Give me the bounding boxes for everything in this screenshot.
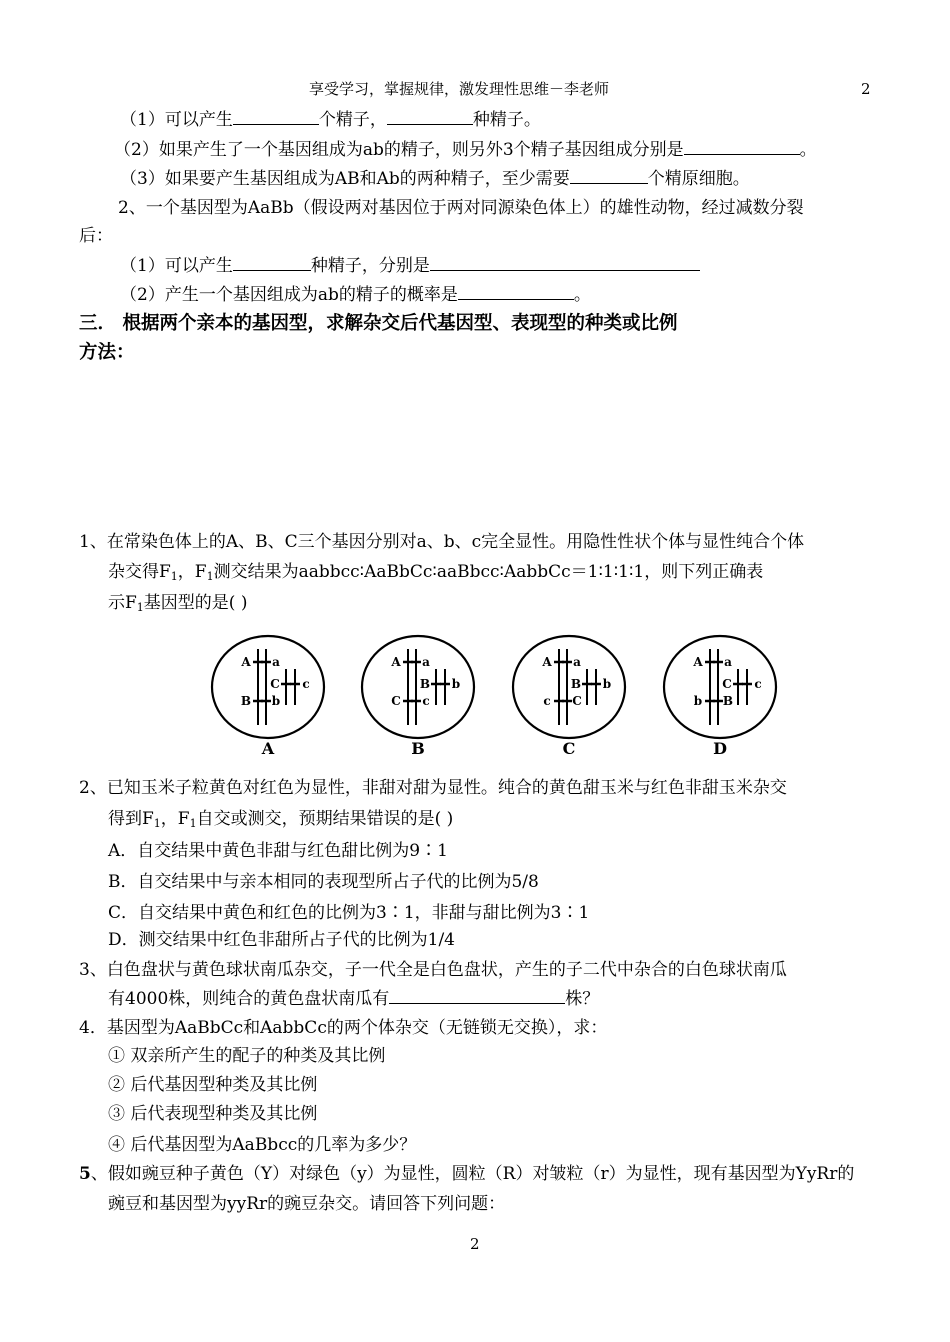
q1-line3: 示$F_1$基因型的是( ) bbox=[108, 593, 248, 614]
gene-label: B bbox=[419, 677, 431, 691]
q4-item: ② 后代基因型种类及其比例 bbox=[108, 1075, 318, 1095]
gene-label: C bbox=[270, 677, 280, 691]
q1-line1: 1、在常染色体上的A、B、C三个基因分别对a、b、c完全显性。用隐性性状个体与显性纯合个体 bbox=[79, 532, 805, 552]
q4-item: ③ 后代表现型种类及其比例 bbox=[108, 1104, 318, 1124]
section-title: 三． 根据两个亲本的基因型，求解杂交后代基因型、表现型的种类或比例 bbox=[79, 313, 678, 334]
q4-item: ① 双亲所产生的配子的种类及其比例 bbox=[108, 1046, 386, 1066]
q5-line1: 5、假如豌豆种子黄色（Y）对绿色（y）为显性，圆粒（R）对皱粒（r）为显性，现有基因型为YyRr的 bbox=[79, 1164, 855, 1184]
top-q2-line: （2）如果产生了一个基因组成为ab的精子，则另外3个精子基因组成分别是 。 bbox=[114, 140, 817, 160]
gene-label: B bbox=[570, 677, 582, 691]
chromosome-figures bbox=[0, 625, 950, 765]
gene-label: a bbox=[724, 655, 732, 669]
q2b-option: D．测交结果中红色非甜所占子代的比例为1/4 bbox=[108, 930, 455, 950]
answer-blank[interactable] bbox=[570, 167, 648, 184]
figure-label: C bbox=[562, 739, 576, 758]
gene-label: b bbox=[602, 677, 612, 691]
gene-label: C bbox=[391, 694, 401, 708]
answer-blank[interactable] bbox=[387, 108, 473, 125]
gene-label: b bbox=[271, 694, 281, 708]
q5-line2: 豌豆和基因型为yyRr的豌豆杂交。请回答下列问题： bbox=[108, 1194, 506, 1214]
gene-label: c bbox=[543, 694, 551, 708]
gene-label: c bbox=[422, 694, 430, 708]
header-title: 享受学习，掌握规律，激发理性思维－李老师 bbox=[309, 80, 610, 98]
answer-blank[interactable] bbox=[430, 254, 700, 271]
gene-label: A bbox=[241, 655, 251, 669]
q2-stem-line1: 2、一个基因型为AaBb（假设两对基因位于两对同源染色体上）的雄性动物，经过减数分裂 bbox=[118, 198, 804, 218]
q2-sub1-line: （1）可以产生 种精子，分别是 bbox=[120, 254, 700, 277]
q4-item: ④ 后代基因型为AaBbcc的几率为多少？ bbox=[108, 1135, 417, 1155]
gene-label: a bbox=[573, 655, 581, 669]
q1-line2: 杂交得$F_1$，$F_1$测交结果为aabbcc∶AaBbCc∶aaBbcc∶AabbCc＝1∶1∶1∶1，则下列正确表 bbox=[108, 562, 764, 583]
q2b-option: B．自交结果中与亲本相同的表现型所占子代的比例为5/8 bbox=[108, 872, 539, 892]
gene-label: B bbox=[240, 694, 252, 708]
q2b-option: C．自交结果中黄色和红色的比例为3∶1，非甜与甜比例为3∶1 bbox=[108, 903, 590, 923]
q3-line1: 3、白色盘状与黄色球状南瓜杂交，子一代全是白色盘状，产生的子二代中杂合的白色球状南瓜 bbox=[79, 960, 787, 980]
gene-label: c bbox=[754, 677, 762, 691]
q2b-option: A．自交结果中黄色非甜与红色甜比例为9∶1 bbox=[108, 841, 448, 861]
q2-sub2-line: （2）产生一个基因组成为ab的精子的概率是 。 bbox=[120, 285, 591, 305]
gene-label: A bbox=[542, 655, 552, 669]
header-page-number: 2 bbox=[861, 80, 871, 98]
figure-label: B bbox=[411, 739, 425, 758]
gene-label: B bbox=[722, 694, 734, 708]
gene-label: b bbox=[451, 677, 461, 691]
q2-stem-line2: 后： bbox=[79, 226, 113, 246]
gene-label: C bbox=[722, 677, 732, 691]
q3-line2: 有4000株，则纯合的黄色盘状南瓜有 株？ bbox=[108, 989, 600, 1009]
gene-label: a bbox=[272, 655, 280, 669]
gene-label: A bbox=[391, 655, 401, 669]
gene-label: a bbox=[422, 655, 430, 669]
q2b-line2: 得到$F_1$，$F_1$自交或测交，预期结果错误的是( ) bbox=[108, 809, 454, 830]
q4-line1: 4．基因型为AaBbCc和AabbCc的两个体杂交（无链锁无交换），求： bbox=[79, 1018, 608, 1038]
gene-label: c bbox=[302, 677, 310, 691]
answer-blank[interactable] bbox=[458, 283, 574, 300]
figure-label: A bbox=[261, 739, 275, 758]
answer-blank[interactable] bbox=[684, 138, 800, 155]
gene-label: A bbox=[693, 655, 703, 669]
q2b-line1: 2、已知玉米子粒黄色对红色为显性，非甜对甜为显性。纯合的黄色甜玉米与红色非甜玉米杂交 bbox=[79, 778, 787, 798]
figure-label: D bbox=[713, 739, 727, 758]
gene-label: C bbox=[572, 694, 582, 708]
answer-blank[interactable] bbox=[233, 108, 319, 125]
top-q3-line: （3）如果要产生基因组成为AB和Ab的两种精子，至少需要 个精原细胞。 bbox=[120, 169, 750, 189]
answer-blank[interactable] bbox=[233, 254, 311, 271]
top-q1-line: （1）可以产生 个精子， 种精子。 bbox=[120, 110, 541, 130]
method-label: 方法： bbox=[79, 342, 135, 363]
answer-blank[interactable] bbox=[389, 987, 565, 1004]
gene-label: b bbox=[693, 694, 703, 708]
footer-page-number: 2 bbox=[470, 1235, 480, 1253]
